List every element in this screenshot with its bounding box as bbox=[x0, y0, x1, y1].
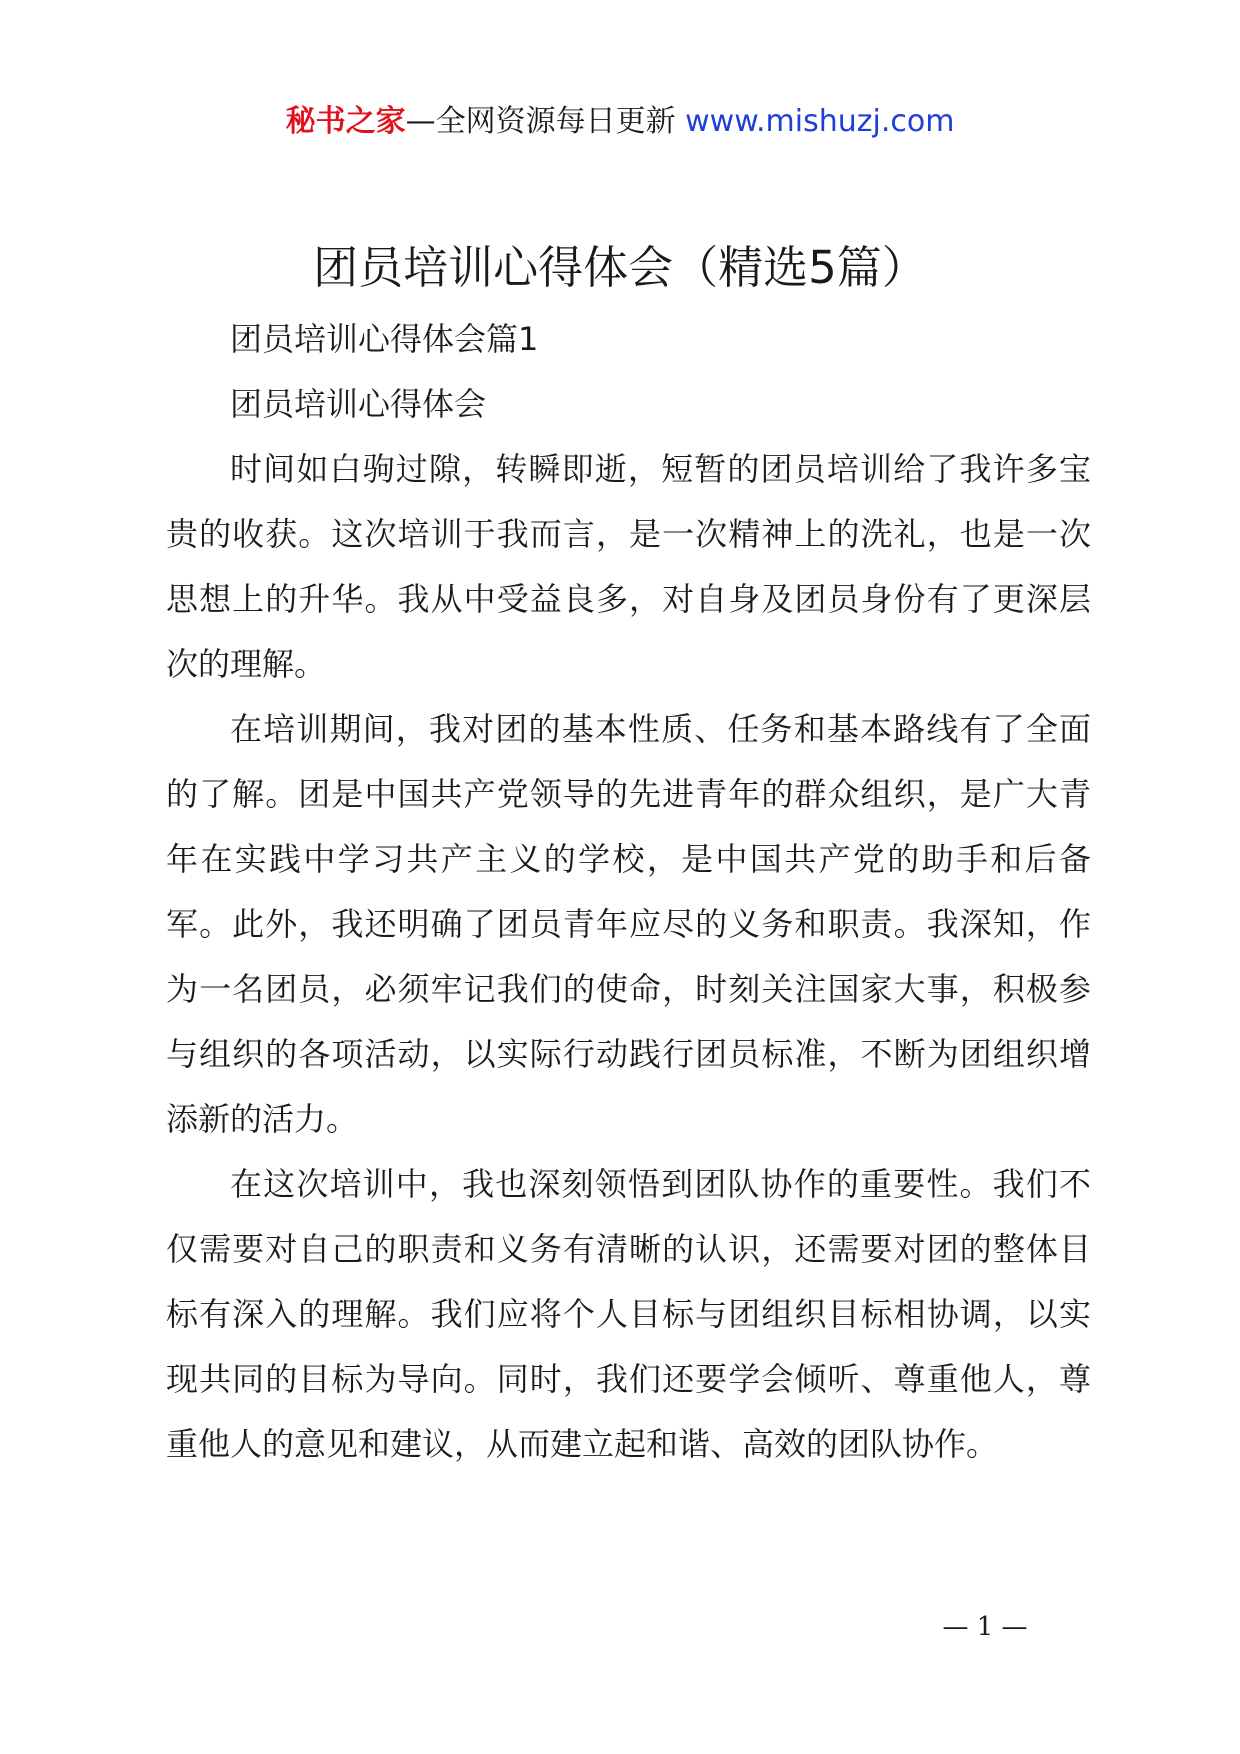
section-heading: 团员培训心得体会篇1 bbox=[230, 320, 539, 358]
paragraph-2: 在培训期间，我对团的基本性质、任务和基本路线有了全面的了解。团是中国共产党领导的先进青年的群众组织，是广大青年在实践中学习共产主义的学校，是中国共产党的助手和后备军。此外，我还明确了团员青年应尽的义务和职责。我深知，作为一名团员，必须牢记我们的使命，时刻关注国家大事，积极参与组织的各项活动，以实际行动践行团员标准，不断为团组织增添新的活力。 bbox=[166, 710, 1091, 1138]
page-number: — 1 — bbox=[942, 1612, 1028, 1642]
site-url-link[interactable]: www.mishuzj.com bbox=[685, 104, 955, 139]
document-body bbox=[166, 307, 1091, 1477]
site-header bbox=[0, 100, 1240, 144]
site-tagline: —全网资源每日更新 bbox=[405, 104, 676, 139]
article-title: 团员培训心得体会 bbox=[230, 385, 487, 423]
paragraph-3: 在这次培训中，我也深刻领悟到团队协作的重要性。我们不仅需要对自己的职责和义务有清晰的认识，还需要对团的整体目标有深入的理解。我们应将个人目标与团组织目标相协调，以实现共同的目标为导向。同时，我们还要学会倾听、尊重他人，尊重他人的意见和建议，从而建立起和谐、高效的团队协作。 bbox=[166, 1165, 1091, 1463]
site-brand: 秘书之家 bbox=[285, 104, 406, 139]
document-title: 团员培训心得体会（精选5篇） bbox=[313, 241, 927, 294]
paragraph-1: 时间如白驹过隙，转瞬即逝，短暂的团员培训给了我许多宝贵的收获。这次培训于我而言，是一次精神上的洗礼，也是一次思想上的升华。我从中受益良多，对自身及团员身份有了更深层次的理解。 bbox=[166, 450, 1091, 683]
